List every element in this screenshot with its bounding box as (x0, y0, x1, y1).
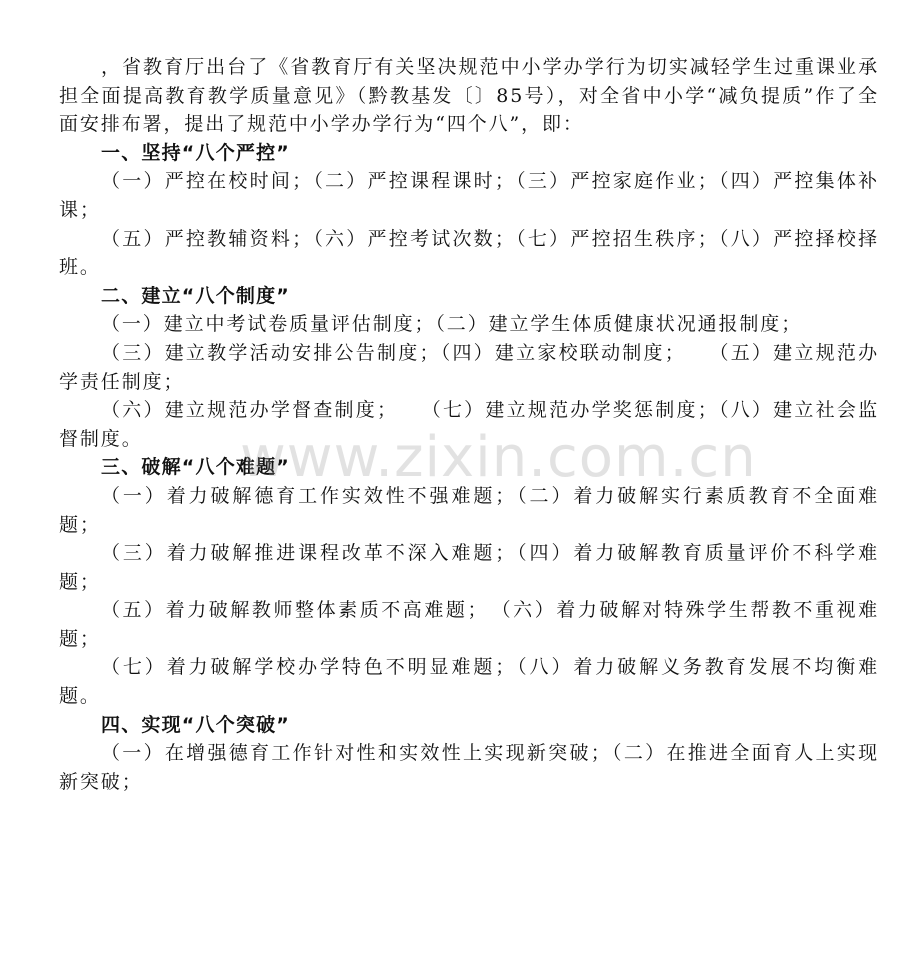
section-paragraph: （五）着力破解教师整体素质不高难题； （六）着力破解对特殊学生帮教不重视难题； (59, 599, 879, 650)
section-paragraph: （一）在增强德育工作针对性和实效性上实现新突破；（二）在推进全面育人上实现新突破； (59, 742, 879, 793)
section-heading: 一、坚持“八个严控” (101, 141, 290, 164)
section-paragraph: （三）着力破解推进课程改革不深入难题；（四）着力破解教育质量评价不科学难题； (59, 542, 879, 593)
section-paragraph: （三）建立教学活动安排公告制度；（四）建立家校联动制度； （五）建立规范办学责任制度； (59, 341, 879, 393)
section-heading: 二、建立“八个制度” (101, 284, 290, 307)
section-heading: 四、实现“八个突破” (101, 713, 290, 736)
section-paragraph: （五）严控教辅资料；（六）严控考试次数；（七）严控招生秩序；（八）严控择校择班。 (59, 227, 879, 279)
section-paragraph: （一）着力破解德育工作实效性不强难题；（二）着力破解实行素质教育不全面难题； (59, 484, 879, 536)
watermark: www.zixin.com.cn (240, 425, 757, 490)
intro-paragraph: ，省教育厅出台了《省教育厅有关坚决规范中小学办学行为切实减轻学生过重课业承担全面提高教育教学质量意见》（黔教基发〔〕85号），对全省中小学“减负提质”作了全面安排布署，提出了规范中小学办学行为“四个八”，即： (59, 56, 879, 136)
section-paragraph: （七）着力破解学校办学特色不明显难题；（八）着力破解义务教育发展不均衡难题。 (59, 656, 879, 708)
section-paragraph: （一）建立中考试卷质量评估制度；（二）建立学生体质健康状况通报制度； (101, 313, 803, 336)
section-heading: 三、破解“八个难题” (101, 456, 290, 479)
section-paragraph: （六）建立规范办学督查制度； （七）建立规范办学奖惩制度；（八）建立社会监督制度。 (59, 399, 879, 450)
section-paragraph: （一）严控在校时间；（二）严控课程课时；（三）严控家庭作业；（四）严控集体补课； (59, 170, 879, 221)
document-body (59, 53, 879, 796)
